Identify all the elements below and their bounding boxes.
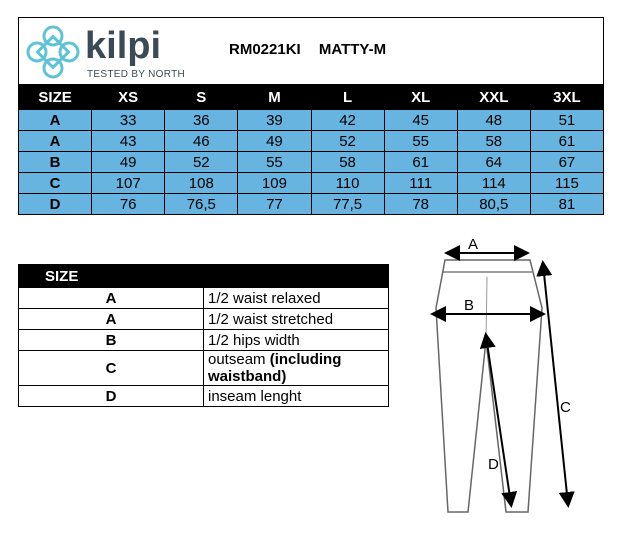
legend-row [19,309,389,330]
legend-code: A [19,309,204,330]
table-cell: 111 [384,173,457,194]
table-cell: 52 [165,152,238,173]
size-header-cell: M [238,85,311,110]
legend-description [204,309,389,330]
table-cell: 52 [311,131,384,152]
table-cell: 80,5 [457,194,530,215]
legend-desc-text: 1/2 waist relaxed [208,289,321,307]
size-header-cell: XL [384,85,457,110]
legend-desc-text: inseam lenght [208,387,302,405]
table-cell: 49 [92,152,165,173]
size-header-cell: XS [92,85,165,110]
table-cell: 64 [457,152,530,173]
table-cell: 107 [92,173,165,194]
legend-desc-text: 1/2 hips width [208,331,300,349]
table-cell: 48 [457,110,530,131]
size-header-cell: XXL [457,85,530,110]
table-cell: 39 [238,110,311,131]
pants-diagram [410,232,610,532]
label-c: C [560,399,571,416]
legend-row [19,386,389,407]
legend-header: SIZE [19,265,389,288]
table-cell: 46 [165,131,238,152]
legend-code: C [19,351,204,386]
table-cell: 108 [165,173,238,194]
pants-outline [436,260,542,512]
row-label: A [19,131,92,152]
legend-code: B [19,330,204,351]
table-cell: 67 [530,152,603,173]
product-title [229,41,400,58]
brand-tagline: TESTED BY NORTH [87,69,186,80]
table-row [19,131,604,152]
table-cell: 51 [530,110,603,131]
legend-row [19,351,389,386]
row-label: B [19,152,92,173]
legend-desc-text: 1/2 waist stretched [208,310,334,328]
table-cell: 115 [530,173,603,194]
size-header-cell: L [311,85,384,110]
table-cell: 114 [457,173,530,194]
table-cell: 78 [384,194,457,215]
table-row [19,173,604,194]
table-cell: 58 [457,131,530,152]
brand-name: kilpi [85,25,162,67]
knot-icon [23,22,83,82]
table-cell: 42 [311,110,384,131]
legend-description [204,330,389,351]
legend-description [204,288,389,309]
product-code: RM0221KI [229,41,301,58]
legend-description [204,351,389,386]
table-cell: 45 [384,110,457,131]
label-b: B [464,297,475,314]
legend-table [18,264,389,407]
table-row [19,110,604,131]
label-d: D [488,456,499,473]
table-cell: 77 [238,194,311,215]
table-cell: 43 [92,131,165,152]
legend-row [19,288,389,309]
table-cell: 58 [311,152,384,173]
label-a: A [468,236,479,253]
legend-desc-text: outseam [208,351,270,368]
legend-header-row [19,265,389,288]
size-header-cell: 3XL [530,85,603,110]
product-name: MATTY-M [318,41,387,58]
table-cell: 36 [165,110,238,131]
table-cell: 109 [238,173,311,194]
table-cell: 33 [92,110,165,131]
table-row [19,194,604,215]
header-box [18,17,604,84]
table-cell: 55 [238,152,311,173]
size-table-header [19,85,604,110]
size-header-cell: S [165,85,238,110]
size-table [18,84,604,215]
row-label: A [19,110,92,131]
legend-row [19,330,389,351]
brand-logo [23,22,186,82]
size-header-cell: SIZE [19,85,92,110]
table-cell: 61 [384,152,457,173]
table-cell: 55 [384,131,457,152]
row-label: C [19,173,92,194]
table-cell: 61 [530,131,603,152]
legend-code: D [19,386,204,407]
table-cell: 110 [311,173,384,194]
table-cell: 77,5 [311,194,384,215]
table-row [19,152,604,173]
row-label: D [19,194,92,215]
arrow-c [543,264,568,504]
table-cell: 76,5 [165,194,238,215]
table-cell: 81 [530,194,603,215]
legend-desc-extra: (including waistband) [208,351,342,385]
legend-description [204,386,389,407]
table-cell: 76 [92,194,165,215]
legend-code: A [19,288,204,309]
table-cell: 49 [238,131,311,152]
